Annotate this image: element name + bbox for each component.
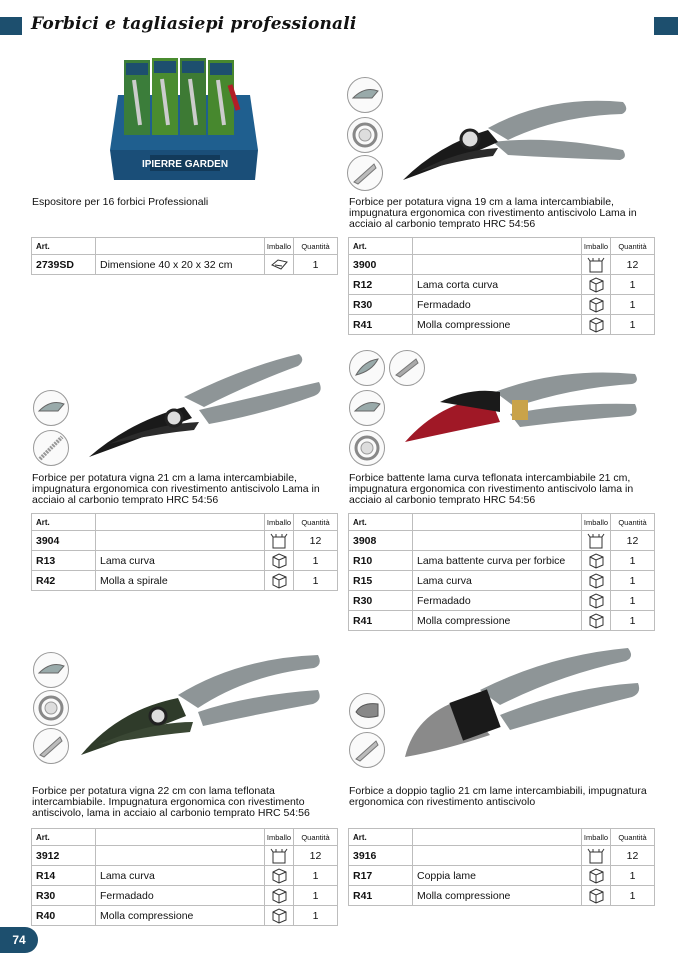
- blade-thumb-icon: [33, 728, 69, 764]
- table-row: [349, 315, 655, 335]
- article-code: 3916: [349, 846, 413, 866]
- product-table: [31, 237, 338, 275]
- anvil-shears-image: [400, 362, 640, 454]
- box-icon: [587, 888, 605, 904]
- col-quantita: Quantità: [611, 514, 655, 531]
- header-accent-left: [0, 17, 22, 35]
- box-icon: [270, 868, 288, 884]
- pruning-shears-image: [398, 90, 633, 190]
- col-name: [413, 238, 582, 255]
- product-description: Forbice battente lama curva teflonata intercambiabile 21 cm, impugnatura ergonomica con rivestimento antiscivolo lama in acciaio al carbonio temprato HRC 54:56: [349, 472, 634, 506]
- packaging-cell: [582, 866, 611, 886]
- packaging-cell: [582, 886, 611, 906]
- display-stand-image: [110, 55, 260, 185]
- product-table: [348, 237, 655, 335]
- display-brand-label: IPIERRE GARDEN: [141, 159, 229, 170]
- col-quantita: Quantità: [294, 238, 338, 255]
- col-name: [413, 829, 582, 846]
- article-code: R10: [349, 551, 413, 571]
- blade-thumb-icon: [349, 390, 385, 426]
- article-name: Coppia lame: [413, 866, 582, 886]
- quantity: 1: [611, 275, 655, 295]
- article-name: [413, 255, 582, 275]
- blade-thumb-icon: [347, 77, 383, 113]
- pruning-shears-image: [78, 650, 323, 760]
- box-icon: [587, 573, 605, 589]
- open-box-icon: [587, 533, 605, 549]
- table-row: [349, 255, 655, 275]
- box-icon: [587, 277, 605, 293]
- article-name: Lama curva: [96, 866, 265, 886]
- box-icon: [587, 317, 605, 333]
- col-quantita: Quantità: [294, 514, 338, 531]
- quantity: 1: [294, 255, 338, 275]
- article-code: R41: [349, 886, 413, 906]
- col-imballo: Imballo: [265, 829, 294, 846]
- packaging-cell: [582, 295, 611, 315]
- article-code: R42: [32, 571, 96, 591]
- header-accent-right: [654, 17, 678, 35]
- article-name: [96, 846, 265, 866]
- quantity: 12: [611, 255, 655, 275]
- table-row: [349, 551, 655, 571]
- article-code: R15: [349, 571, 413, 591]
- box-icon: [270, 888, 288, 904]
- article-name: Fermadado: [413, 591, 582, 611]
- col-quantita: Quantità: [611, 238, 655, 255]
- blade-thumb-icon: [347, 155, 383, 191]
- packaging-cell: [582, 611, 611, 631]
- table-row: [349, 571, 655, 591]
- table-row: [349, 531, 655, 551]
- col-art: Art.: [349, 514, 413, 531]
- quantity: 1: [611, 591, 655, 611]
- packaging-cell: [582, 255, 611, 275]
- packaging-cell: [265, 531, 294, 551]
- quantity: 1: [294, 571, 338, 591]
- col-quantita: Quantità: [611, 829, 655, 846]
- box-icon: [270, 553, 288, 569]
- table-row: [32, 255, 338, 275]
- col-name: [96, 514, 265, 531]
- pruning-shears-image: [84, 352, 324, 462]
- col-art: Art.: [32, 829, 96, 846]
- packaging-cell: [265, 255, 294, 275]
- col-art: Art.: [32, 514, 96, 531]
- quantity: 1: [294, 551, 338, 571]
- product-table: [348, 513, 655, 631]
- article-code: 3904: [32, 531, 96, 551]
- col-imballo: Imballo: [265, 514, 294, 531]
- table-row: [32, 531, 338, 551]
- packaging-cell: [582, 551, 611, 571]
- packaging-cell: [582, 571, 611, 591]
- col-quantita: Quantità: [294, 829, 338, 846]
- open-box-icon: [587, 257, 605, 273]
- blade-thumb-icon: [349, 693, 385, 729]
- col-art: Art.: [349, 238, 413, 255]
- article-name: Molla compressione: [413, 315, 582, 335]
- quantity: 12: [294, 846, 338, 866]
- page-title: Forbici e tagliasiepi professionali: [31, 14, 357, 34]
- quantity: 1: [611, 886, 655, 906]
- packaging-cell: [265, 846, 294, 866]
- open-box-icon: [270, 848, 288, 864]
- double-cut-shears-image: [400, 645, 640, 765]
- box-icon: [587, 613, 605, 629]
- quantity: 1: [611, 315, 655, 335]
- article-code: R40: [32, 906, 96, 926]
- open-box-icon: [587, 848, 605, 864]
- article-code: R30: [349, 295, 413, 315]
- article-name: Molla compressione: [413, 611, 582, 631]
- packaging-cell: [265, 906, 294, 926]
- product-description: Espositore per 16 forbici Professionali: [32, 196, 209, 208]
- product-description: Forbice a doppio taglio 21 cm lame intercambiabili, impugnatura ergonomica con rivestimento antiscivolo: [349, 785, 647, 808]
- article-name: Lama curva: [96, 551, 265, 571]
- product-table: [348, 828, 655, 906]
- table-header-row: [349, 238, 655, 255]
- quantity: 1: [294, 886, 338, 906]
- quantity: 1: [611, 866, 655, 886]
- article-name: [413, 846, 582, 866]
- spring-thumb-icon: [349, 430, 385, 466]
- packaging-cell: [265, 571, 294, 591]
- article-code: R14: [32, 866, 96, 886]
- table-header-row: [32, 514, 338, 531]
- box-icon: [270, 908, 288, 924]
- quantity: 1: [611, 295, 655, 315]
- product-description: Forbice per potatura vigna 19 cm a lama intercambiabile, impugnatura ergonomica con rivestimento antiscivolo Lama in acciaio al carbonio temprato HRC 54:56: [349, 196, 637, 230]
- article-name: Molla compressione: [413, 886, 582, 906]
- article-name: Lama battente curva per forbice: [413, 551, 582, 571]
- article-name: Dimensione 40 x 20 x 32 cm: [96, 255, 265, 275]
- table-row: [32, 571, 338, 591]
- col-imballo: Imballo: [582, 829, 611, 846]
- article-name: Molla compressione: [96, 906, 265, 926]
- quantity: 12: [611, 846, 655, 866]
- quantity: 12: [294, 531, 338, 551]
- spring-thumb-icon: [33, 430, 69, 466]
- article-name: [413, 531, 582, 551]
- box-icon: [587, 593, 605, 609]
- article-name: Molla a spirale: [96, 571, 265, 591]
- article-code: 3900: [349, 255, 413, 275]
- quantity: 1: [611, 551, 655, 571]
- col-art: Art.: [32, 238, 96, 255]
- article-code: R41: [349, 315, 413, 335]
- table-row: [349, 611, 655, 631]
- open-box-icon: [270, 533, 288, 549]
- packaging-cell: [265, 886, 294, 906]
- blade-thumb-icon: [33, 390, 69, 426]
- table-row: [349, 591, 655, 611]
- table-row: [349, 295, 655, 315]
- quantity: 1: [294, 906, 338, 926]
- blade-thumb-icon: [33, 652, 69, 688]
- spring-thumb-icon: [33, 690, 69, 726]
- col-name: [413, 514, 582, 531]
- col-name: [96, 238, 265, 255]
- article-code: R30: [349, 591, 413, 611]
- packaging-cell: [265, 551, 294, 571]
- packaging-cell: [582, 315, 611, 335]
- article-name: Fermadado: [413, 295, 582, 315]
- box-icon: [587, 868, 605, 884]
- quantity: 1: [611, 571, 655, 591]
- box-icon: [270, 573, 288, 589]
- product-table: [31, 828, 338, 926]
- product-description: Forbice per potatura vigna 22 cm con lama teflonata intercambiabile. Impugnatura ergonomica con rivestimento antiscivolo, lama in acciaio al carbonio temprato HRC 54:56: [32, 785, 310, 819]
- table-row: [349, 275, 655, 295]
- article-name: [96, 531, 265, 551]
- col-name: [96, 829, 265, 846]
- page-number: 74: [0, 927, 38, 953]
- article-code: 3912: [32, 846, 96, 866]
- table-row: [32, 866, 338, 886]
- box-icon: [587, 297, 605, 313]
- packaging-cell: [582, 531, 611, 551]
- article-code: R17: [349, 866, 413, 886]
- table-row: [349, 886, 655, 906]
- table-row: [349, 846, 655, 866]
- table-row: [32, 846, 338, 866]
- col-imballo: Imballo: [265, 238, 294, 255]
- quantity: 1: [294, 866, 338, 886]
- product-description: Forbice per potatura vigna 21 cm a lama intercambiabile, impugnatura ergonomica con rivestimento antiscivolo Lama in acciaio al carbonio temprato HRC 54:56: [32, 472, 320, 506]
- packaging-cell: [265, 866, 294, 886]
- blade-thumb-icon: [349, 732, 385, 768]
- article-code: R41: [349, 611, 413, 631]
- product-table: [31, 513, 338, 591]
- tag-icon: [270, 257, 288, 273]
- box-icon: [587, 553, 605, 569]
- article-code: R13: [32, 551, 96, 571]
- table-header-row: [349, 829, 655, 846]
- article-code: R12: [349, 275, 413, 295]
- quantity: 12: [611, 531, 655, 551]
- table-row: [32, 551, 338, 571]
- packaging-cell: [582, 591, 611, 611]
- table-row: [32, 906, 338, 926]
- packaging-cell: [582, 275, 611, 295]
- table-row: [349, 866, 655, 886]
- col-imballo: Imballo: [582, 238, 611, 255]
- col-imballo: Imballo: [582, 514, 611, 531]
- article-name: Lama curva: [413, 571, 582, 591]
- table-header-row: [32, 829, 338, 846]
- article-name: Lama corta curva: [413, 275, 582, 295]
- article-code: 2739SD: [32, 255, 96, 275]
- col-art: Art.: [349, 829, 413, 846]
- blade-thumb-icon: [349, 350, 385, 386]
- table-header-row: [32, 238, 338, 255]
- article-code: 3908: [349, 531, 413, 551]
- quantity: 1: [611, 611, 655, 631]
- table-header-row: [349, 514, 655, 531]
- spring-thumb-icon: [347, 117, 383, 153]
- article-name: Fermadado: [96, 886, 265, 906]
- packaging-cell: [582, 846, 611, 866]
- article-code: R30: [32, 886, 96, 906]
- table-row: [32, 886, 338, 906]
